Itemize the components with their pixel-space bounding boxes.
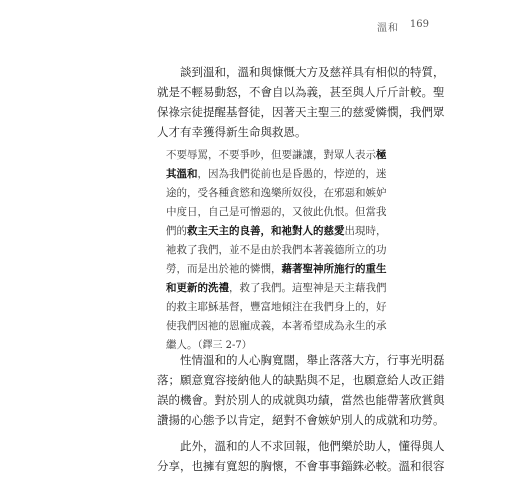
quote-line: 繼人。（鐸三 2-7） bbox=[166, 339, 252, 351]
text-line: 分享，也擁有寬恕的胸懷，不會事事錙銖必較。溫和很容 bbox=[157, 459, 445, 473]
text-line: 就是不輕易動怒，不會自以為義，甚至與人斤斤計較。聖 bbox=[157, 85, 445, 99]
text-line: 讚揚的心態予以肯定，絕對不會嫉妒別人的成就和功勞。 bbox=[157, 413, 445, 427]
text-line: 落；願意寬容接納他人的缺點與不足，也願意給人改正錯 bbox=[157, 373, 445, 387]
text-line: 保祿宗徒提醒基督徒，因著天主聖三的慈愛憐憫，我們眾 bbox=[157, 105, 445, 119]
quote-line: 勞，而是出於祂的憐憫，藉著聖神所施行的重生 bbox=[166, 263, 387, 275]
quote-line: 途的，受各種貪慾和逸樂所奴役，在邪惡和嫉妒 bbox=[166, 187, 387, 199]
quote-emphasis: 極 bbox=[376, 149, 387, 161]
text-line: 談到溫和，溫和與慷慨大方及慈祥具有相似的特質， bbox=[180, 65, 445, 79]
quote-line: 和更新的洗禮，救了我們。這聖神是天主藉我們 bbox=[166, 282, 387, 294]
quote-emphasis: 藉著聖神所施行的重生 bbox=[281, 263, 387, 275]
quote-line: 的救主耶穌基督，豐富地傾注在我們身上的，好 bbox=[166, 301, 387, 313]
quote-line: 其溫和，因為我們從前也是昏愚的，悖逆的，迷 bbox=[166, 168, 387, 180]
scripture-reference: （鐸三 2-7） bbox=[197, 340, 252, 351]
quote-line: 不要辱罵，不要爭吵，但要謙讓，對眾人表示極 bbox=[166, 149, 387, 161]
quote-line: 中度日，自己是可憎惡的，又彼此仇恨。但當我 bbox=[166, 206, 387, 218]
paragraph-moreover bbox=[157, 436, 445, 476]
quote-emphasis: 其溫和 bbox=[166, 168, 198, 180]
text-line: 此外，溫和的人不求回報，他們樂於助人，懂得與人 bbox=[180, 439, 445, 453]
paragraph-intro bbox=[157, 62, 445, 142]
text-line: 性情溫和的人心胸寬闊，舉止落落大方，行事光明磊 bbox=[180, 353, 445, 367]
paragraph-gentle-person bbox=[157, 350, 445, 430]
quote-line: 使我們因祂的恩寵成義，本著希望成為永生的承 bbox=[166, 320, 387, 332]
quote-emphasis: 和更新的洗禮 bbox=[166, 282, 229, 294]
scripture-quote bbox=[166, 146, 386, 355]
quote-line: 祂救了我們，並不是由於我們本著義德所立的功 bbox=[166, 244, 387, 256]
text-line: 人才有幸獲得新生命與救恩。 bbox=[157, 125, 307, 139]
running-title: 溫和 bbox=[377, 23, 399, 34]
quote-emphasis: 救主天主的良善，和祂對人的慈愛 bbox=[187, 225, 345, 237]
quote-line: 們的救主天主的良善，和祂對人的慈愛出現時， bbox=[166, 225, 387, 237]
text-line: 誤的機會。對於別人的成就與功績，當然也能帶著欣賞與 bbox=[157, 393, 445, 407]
page-number: 169 bbox=[409, 19, 429, 30]
